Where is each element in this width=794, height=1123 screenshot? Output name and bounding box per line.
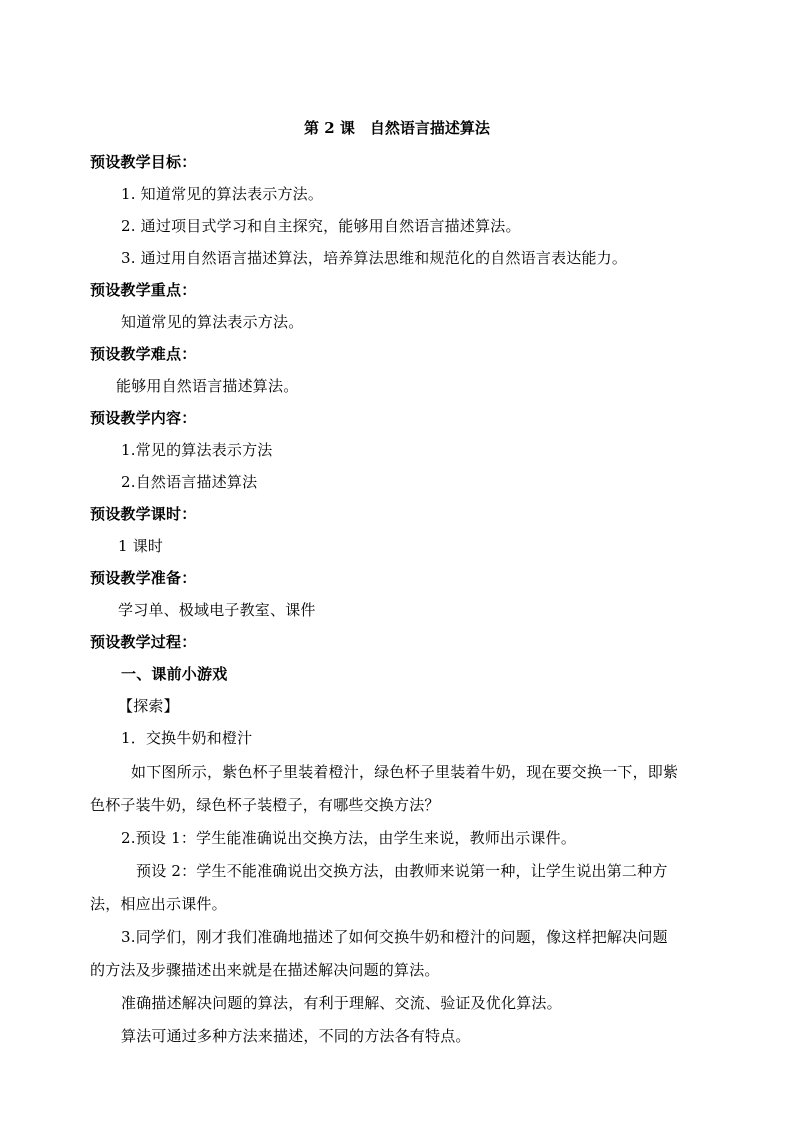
hours-text: 1 课时	[118, 537, 164, 555]
process-item-3-line-1: 3.同学们，刚才我们准确地描述了如何交换牛奶和橙汁的问题，像这样把解决问题	[121, 928, 668, 946]
process-item-1: 1．交换牛奶和橙汁	[121, 729, 253, 747]
hours-heading: 预设教学课时：	[90, 505, 197, 523]
difficulty-text: 能够用自然语言描述算法。	[116, 377, 299, 395]
paragraph-2-line-1: 预设 2：学生不能准确说出交换方法，由教师来说第一种，让学生说出第二种方	[136, 862, 668, 880]
content-heading: 预设教学内容：	[90, 409, 197, 427]
process-item-2: 2.预设 1：学生能准确说出交换方法，由学生来说，教师出示课件。	[121, 829, 577, 847]
paragraph-4: 算法可通过多种方法来描述，不同的方法各有特点。	[121, 1027, 471, 1045]
difficulty-heading: 预设教学难点：	[90, 345, 197, 363]
goal-item-3: 3. 通过用自然语言描述算法，培养算法思维和规范化的自然语言表达能力。	[121, 249, 628, 267]
explore-label: 【探索】	[118, 697, 179, 715]
process-item-3-line-2: 的方法及步骤描述出来就是在描述解决问题的算法。	[90, 961, 440, 979]
goal-item-1: 1. 知道常见的算法表示方法。	[121, 185, 324, 203]
goals-heading: 预设教学目标：	[90, 153, 197, 171]
paragraph-1-line-1: 如下图所示，紫色杯子里装着橙汁，绿色杯子里装着牛奶，现在要交换一下，即紫	[131, 763, 679, 781]
paragraph-2-line-2: 法，相应出示课件。	[90, 895, 227, 913]
paragraph-1-line-2: 色杯子装牛奶，绿色杯子装橙子，有哪些交换方法？	[90, 796, 440, 814]
process-heading: 预设教学过程：	[90, 633, 197, 651]
lesson-title: 第 2 课 自然语言描述算法	[304, 119, 490, 137]
key-points-text: 知道常见的算法表示方法。	[121, 313, 304, 331]
paragraph-3: 准确描述解决问题的算法，有利于理解、交流、验证及优化算法。	[121, 994, 562, 1012]
part1-heading: 一、课前小游戏	[121, 665, 228, 683]
key-points-heading: 预设教学重点：	[90, 281, 197, 299]
prep-text: 学习单、极域电子教室、课件	[118, 601, 316, 619]
prep-heading: 预设教学准备：	[90, 569, 197, 587]
goal-item-2: 2. 通过项目式学习和自主探究，能够用自然语言描述算法。	[121, 217, 521, 235]
content-item-1: 1.常见的算法表示方法	[121, 441, 273, 459]
content-item-2: 2.自然语言描述算法	[121, 473, 258, 491]
